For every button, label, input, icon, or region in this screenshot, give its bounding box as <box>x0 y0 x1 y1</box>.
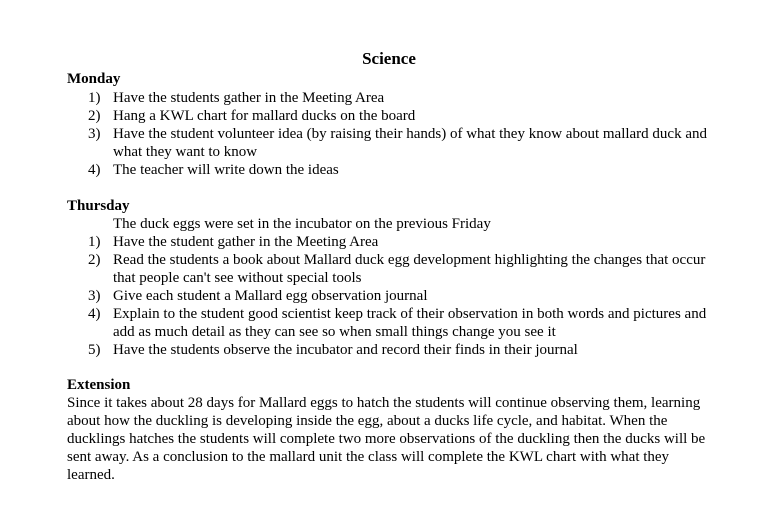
list-item <box>0 341 723 359</box>
monday-heading: Monday <box>67 71 121 87</box>
list-item-text: Have the students observe the incubator and record their finds in their journal <box>113 342 578 358</box>
list-item <box>0 89 723 107</box>
list-item-number: 1) <box>88 90 101 106</box>
list-item-number: 5) <box>88 342 101 358</box>
list-item-text: Have the student gather in the Meeting Area <box>113 234 379 250</box>
thursday-heading: Thursday <box>67 198 130 214</box>
list-item-number: 4) <box>88 162 101 178</box>
thursday-list <box>0 233 723 359</box>
page-title: Science <box>362 49 416 68</box>
list-item-text: Give each student a Mallard egg observation journal <box>113 288 428 304</box>
list-item-text: Have the student volunteer idea (by raising their hands) of what they know about mallard duck and what they want to know <box>113 126 707 160</box>
list-item-text: Explain to the student good scientist keep track of their observation in both words and pictures and add as much detail as they can see so when small things change you see it <box>113 306 707 340</box>
list-item-text: Read the students a book about Mallard duck egg development highlighting the changes that occur that people can't see without special tools <box>113 252 706 286</box>
list-item <box>0 107 723 125</box>
list-item <box>0 287 723 305</box>
list-item <box>0 161 723 179</box>
list-item-text: Have the students gather in the Meeting Area <box>113 90 385 106</box>
list-item-text: The teacher will write down the ideas <box>113 162 339 178</box>
list-item-number: 3) <box>88 288 101 304</box>
list-item-number: 2) <box>88 252 101 268</box>
extension-paragraph: Since it takes about 28 days for Mallard eggs to hatch the students will continue observing them, learning about how the duckling is developing inside the egg, about a ducks life cycle, and habitat. When the ducklings hatches the students will complete two more observations of the duckling then the ducks will be sent away. As a conclusion to the mallard unit the class will complete the KWL chart with what they learned. <box>67 395 706 483</box>
list-item <box>0 251 723 287</box>
list-item <box>0 233 723 251</box>
list-item <box>0 125 723 161</box>
list-item-number: 2) <box>88 108 101 124</box>
extension-heading: Extension <box>67 377 131 393</box>
list-item-number: 3) <box>88 126 101 142</box>
list-item-number: 1) <box>88 234 101 250</box>
list-item <box>0 305 723 341</box>
monday-list <box>0 89 723 179</box>
list-item-number: 4) <box>88 306 101 322</box>
thursday-intro: The duck eggs were set in the incubator on the previous Friday <box>113 216 491 232</box>
list-item-text: Hang a KWL chart for mallard ducks on the board <box>113 108 416 124</box>
